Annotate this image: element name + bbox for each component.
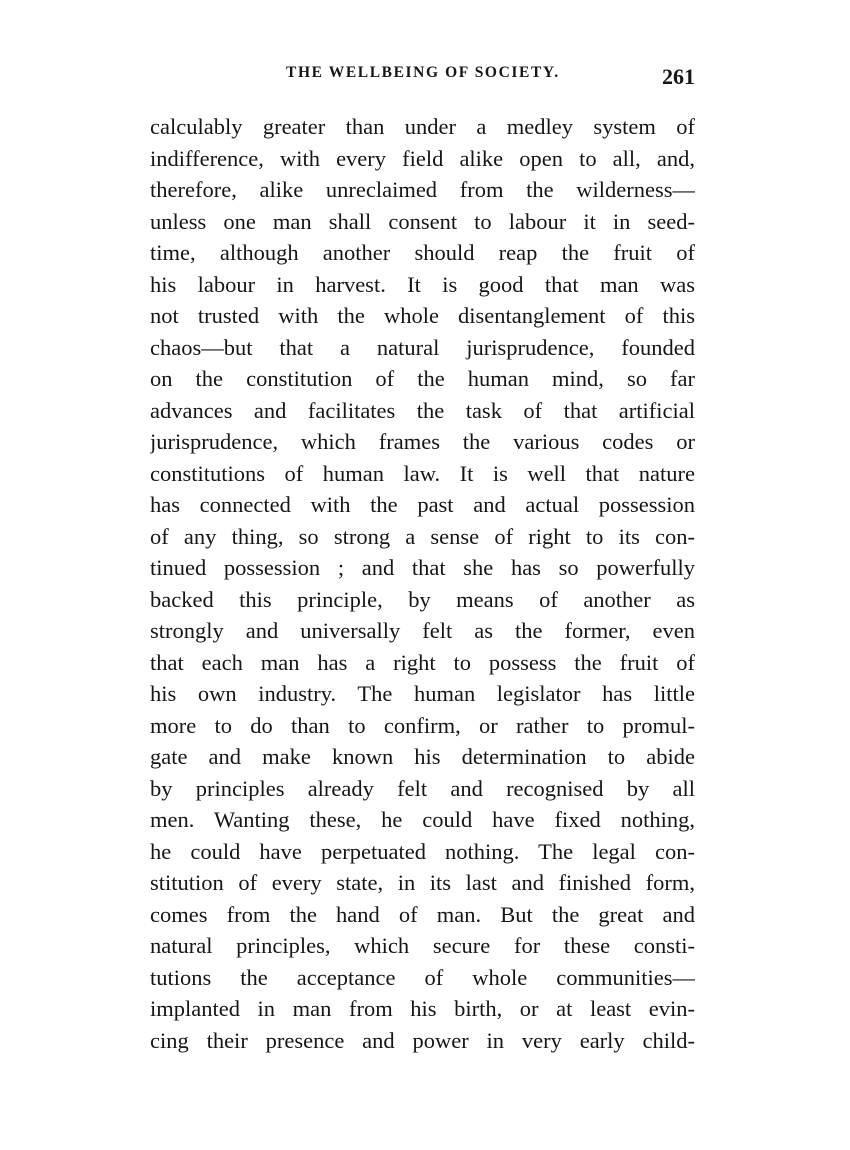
text-line: time, although another should reap the fruit of: [150, 240, 695, 265]
text-line: constitutions of human law. It is well that nature: [150, 460, 695, 486]
text-line: comes from the hand of man. But the great and: [150, 901, 695, 927]
text-line: chaos—but that a natural jurisprudence, founded: [150, 334, 695, 360]
text-line: more to do than to confirm, or rather to promul-: [150, 712, 695, 738]
text-line: implanted in man from his birth, or at least evin-: [150, 996, 695, 1021]
text-line: stitution of every state, in its last and finished form,: [150, 870, 695, 895]
text-line: on the constitution of the human mind, so far: [150, 366, 695, 391]
text-line: gate and make known his determination to abide: [150, 744, 695, 769]
running-title: THE WELLBEING OF SOCIETY.: [286, 64, 560, 81]
text-line: cing their presence and power in very early child-: [150, 1027, 695, 1053]
text-line: of any thing, so strong a sense of right to its con-: [150, 523, 695, 549]
page-header: [150, 64, 695, 94]
text-line: backed this principle, by means of another as: [150, 586, 695, 612]
text-line: strongly and universally felt as the former, even: [150, 618, 695, 643]
text-line: jurisprudence, which frames the various codes or: [150, 429, 695, 454]
text-line: tinued possession ; and that she has so powerfully: [150, 555, 695, 580]
body-text: [150, 111, 695, 1056]
text-line: indifference, with every field alike open to all, and,: [150, 145, 695, 171]
text-line: tutions the acceptance of whole communities—: [150, 964, 695, 990]
text-line: unless one man shall consent to labour it in seed-: [150, 208, 695, 234]
text-line: by principles already felt and recognised by all: [150, 775, 695, 801]
page-number: 261: [662, 64, 695, 89]
text-line: he could have perpetuated nothing. The legal con-: [150, 838, 695, 864]
text-line: men. Wanting these, he could have fixed nothing,: [150, 807, 695, 832]
text-line: that each man has a right to possess the fruit of: [150, 649, 695, 675]
text-line: therefore, alike unreclaimed from the wilderness—: [150, 177, 695, 202]
text-line: calculably greater than under a medley system of: [150, 114, 695, 139]
text-line: his own industry. The human legislator has little: [150, 681, 695, 706]
text-line: advances and facilitates the task of that artificial: [150, 397, 695, 423]
text-line: not trusted with the whole disentanglement of this: [150, 303, 695, 328]
text-line: natural principles, which secure for these consti-: [150, 933, 695, 958]
text-line: has connected with the past and actual possession: [150, 492, 695, 517]
text-line: his labour in harvest. It is good that man was: [150, 271, 695, 297]
